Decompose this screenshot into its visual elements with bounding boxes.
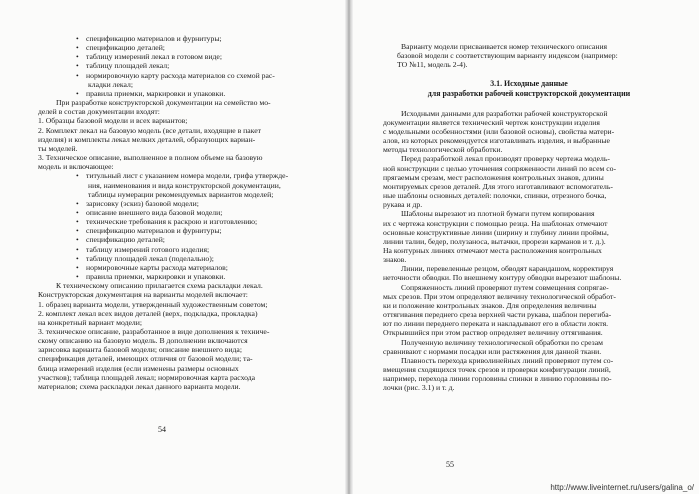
text-line: оттягивания переднего среза верхней части рукава, шаблон перегиба- xyxy=(383,310,612,320)
text-line: При разработке конструкторской документации на семейство мо- xyxy=(56,98,271,108)
book-gutter xyxy=(345,0,353,494)
text-line: Открывшийся при этом раствор определяет величину оттягивания. xyxy=(383,328,603,338)
text-line: Перед разработкой лекал производят проверку чертежа модель- xyxy=(401,154,610,164)
text-line: участков); таблица площадей лекал; нормировочная карта расхода xyxy=(38,372,256,382)
text-line: лочки (рис. 3.1) и т. д. xyxy=(383,383,455,393)
text-line: блица измерений изделия (если изменены размеры основных xyxy=(38,363,239,373)
text-line: ния, наименования и вида конструкторской документации, xyxy=(88,180,281,190)
text-line: • титульный лист с указанием номера модели, грифа утвержде- xyxy=(38,171,328,180)
text-line: ки и положение контрольных знаков. Для определения величины xyxy=(383,300,597,310)
text-line: Исходными данными для разработки рабочей конструкторской xyxy=(401,108,608,118)
text-line: • спецификацию материалов и фурнитуры; xyxy=(38,226,328,235)
text-line: ные шаблоны основных деталей: полочки, спинки, отрезного бочка, xyxy=(383,191,607,201)
text-line: их с чертежа конструкции с помощью резца. На шаблонах отмечают xyxy=(383,218,608,228)
text-line: знаков. xyxy=(383,255,407,265)
text-line: прягаемым срезам, мест расположения контрольных знаков, длины xyxy=(383,172,604,182)
text-line: материалов; схема раскладки лекал данного варианта модели. xyxy=(38,381,241,391)
text-line: 3. Техническое описание, выполненное в полном объеме на базовую xyxy=(38,153,263,163)
text-line: ТО №11, модель 2-4). xyxy=(397,60,468,70)
text-line: сравнивают с нормами посадки или растяжения для данной ткани. xyxy=(383,346,602,356)
text-line: Конструкторская документация на варианты моделей включает: xyxy=(38,290,248,300)
watermark-url: http://www.liveinternet.ru/users/galina_o/ xyxy=(550,483,694,492)
text-line: ют по линии переднего переката и накладывают его в области локтя. xyxy=(383,319,609,329)
text-line: 1. образец варианта модели, утвержденный художественным советом; xyxy=(38,299,268,309)
text-line: мых срезов. При этом определяют величину технологической обработ- xyxy=(383,291,616,301)
text-line: • таблицу измерений готового изделия; xyxy=(38,245,328,254)
text-line: основные конструктивные линии (ширину и глубину линии проймы, xyxy=(383,227,609,237)
text-line: методы технологической обработки. xyxy=(383,145,503,155)
text-line: Полученную величину технологической обработки по срезам xyxy=(401,337,603,347)
text-line: Варианту модели присваивается номер технического описания xyxy=(401,42,608,51)
text-line: • зарисовку (эскиз) базовой модели; xyxy=(38,199,328,208)
spacer xyxy=(383,69,675,79)
text-line: К техническому описанию прилагается схема раскладки лекал. xyxy=(56,281,263,291)
text-line: на конкретный вариант модели; xyxy=(38,317,143,327)
text-line: таблицы нумерации рекомендуемых вариантов моделей; xyxy=(88,189,274,199)
text-line: вмещения сходящихся точек срезов и проверки конфигурации линий, xyxy=(383,365,611,375)
text-line: например, перехода линии горловины спинки в линию горловины по- xyxy=(383,374,612,384)
text-line: с модельными особенностями (или базовой основы), свойства матери- xyxy=(383,126,615,136)
text-line: линии талии, бедер, полузаноса, вытачки, прорези карманов и т. д.). xyxy=(383,236,606,246)
section-heading: для разработки рабочей конструкторской документации xyxy=(427,89,631,99)
text-line: • таблицу площадей лекал (поделально); xyxy=(38,254,328,263)
text-line: • таблицу площадей лекал; xyxy=(38,61,328,70)
text-line: Плавность перехода криволинейных линий проверяют путем со- xyxy=(401,355,614,365)
text-line: делей в состав документации входят: xyxy=(38,107,160,117)
text-line: ной конструкции с целью уточнения сопряженности линий по всем со- xyxy=(383,163,617,173)
page-number-right: 55 xyxy=(446,460,454,469)
text-line: 3. техническое описание, разработанное в виде дополнения к техниче- xyxy=(38,327,270,336)
text-line: зарисовка варианта базовой модели; описание внешнего вида; xyxy=(38,345,242,355)
text-line: • таблицу измерений лекал в готовом виде; xyxy=(38,52,328,61)
right-page xyxy=(353,0,699,494)
text-line: • описание внешнего вида базовой модели; xyxy=(38,208,328,217)
text-line: базовой модели с соответствующим варианту индексом (например: xyxy=(397,51,618,61)
text-line: монтируемых срезов деталей. Для этого изготавливают вспомогатель- xyxy=(383,181,613,191)
left-page xyxy=(0,0,345,494)
text-line: документации является технический чертеж конструкции изделия xyxy=(383,117,600,127)
text-line: 2. комплект лекал всех видов деталей (верх, подкладка, прокладка) xyxy=(38,308,258,318)
text-line: • спецификацию деталей; xyxy=(38,235,328,244)
text-line: 2. Комплект лекал на базовую модель (все детали, входящие в пакет xyxy=(38,125,261,135)
text-line: рукава и др. xyxy=(383,200,423,210)
text-line: изделия) и комплекты лекал мелких деталей, образующих вариан- xyxy=(38,134,256,144)
page-number-left: 54 xyxy=(158,425,166,434)
text-line: • спецификацию материалов и фурнитуры; xyxy=(38,34,328,43)
text-line: скому описанию на базовую модель. В дополнении включаются xyxy=(38,336,248,346)
text-line: алов, из которых рекомендуется изготавливать изделия, и выбранные xyxy=(383,136,610,146)
text-line: модель и включающее: xyxy=(38,162,114,172)
text-line: • технические требования к раскрою и изготовлению; xyxy=(38,217,328,226)
text-line: • спецификацию деталей; xyxy=(38,43,328,52)
text-line: • правила приемки, маркировки и упаковки. xyxy=(38,89,328,98)
text-line: Линии, перевеленные резцом, обводят карандашом, корректируя xyxy=(401,264,614,274)
text-line: 1. Образцы базовой модели и всех вариантов; xyxy=(38,116,188,126)
text-line: неточности обводки. По внешнему контуру обводки вырезают шаблоны. xyxy=(383,273,622,283)
left-page-text xyxy=(38,34,328,391)
section-heading: 3.1. Исходные данные xyxy=(490,79,568,89)
text-line: спецификация деталей, имеющих отличия от базовой модели; та- xyxy=(38,354,253,364)
text-line: • правила приемки, маркировки и упаковки. xyxy=(38,272,328,281)
right-page-text xyxy=(383,42,675,393)
text-line: кладки лекал; xyxy=(88,79,133,89)
text-line: ты моделей. xyxy=(38,143,78,153)
text-line: На контурных линиях отмечают места расположения контрольных xyxy=(383,246,602,255)
text-line: Шаблоны вырезают из плотной бумаги путем копирования xyxy=(401,209,595,219)
text-line: Сопряженность линий проверяют путем совмещения сопрягае- xyxy=(401,282,609,292)
text-line: • нормировочную карту расхода материалов со схемой рас- xyxy=(38,71,328,80)
spacer xyxy=(383,99,675,109)
text-line: • нормировочные карты расхода материалов; xyxy=(38,263,328,272)
